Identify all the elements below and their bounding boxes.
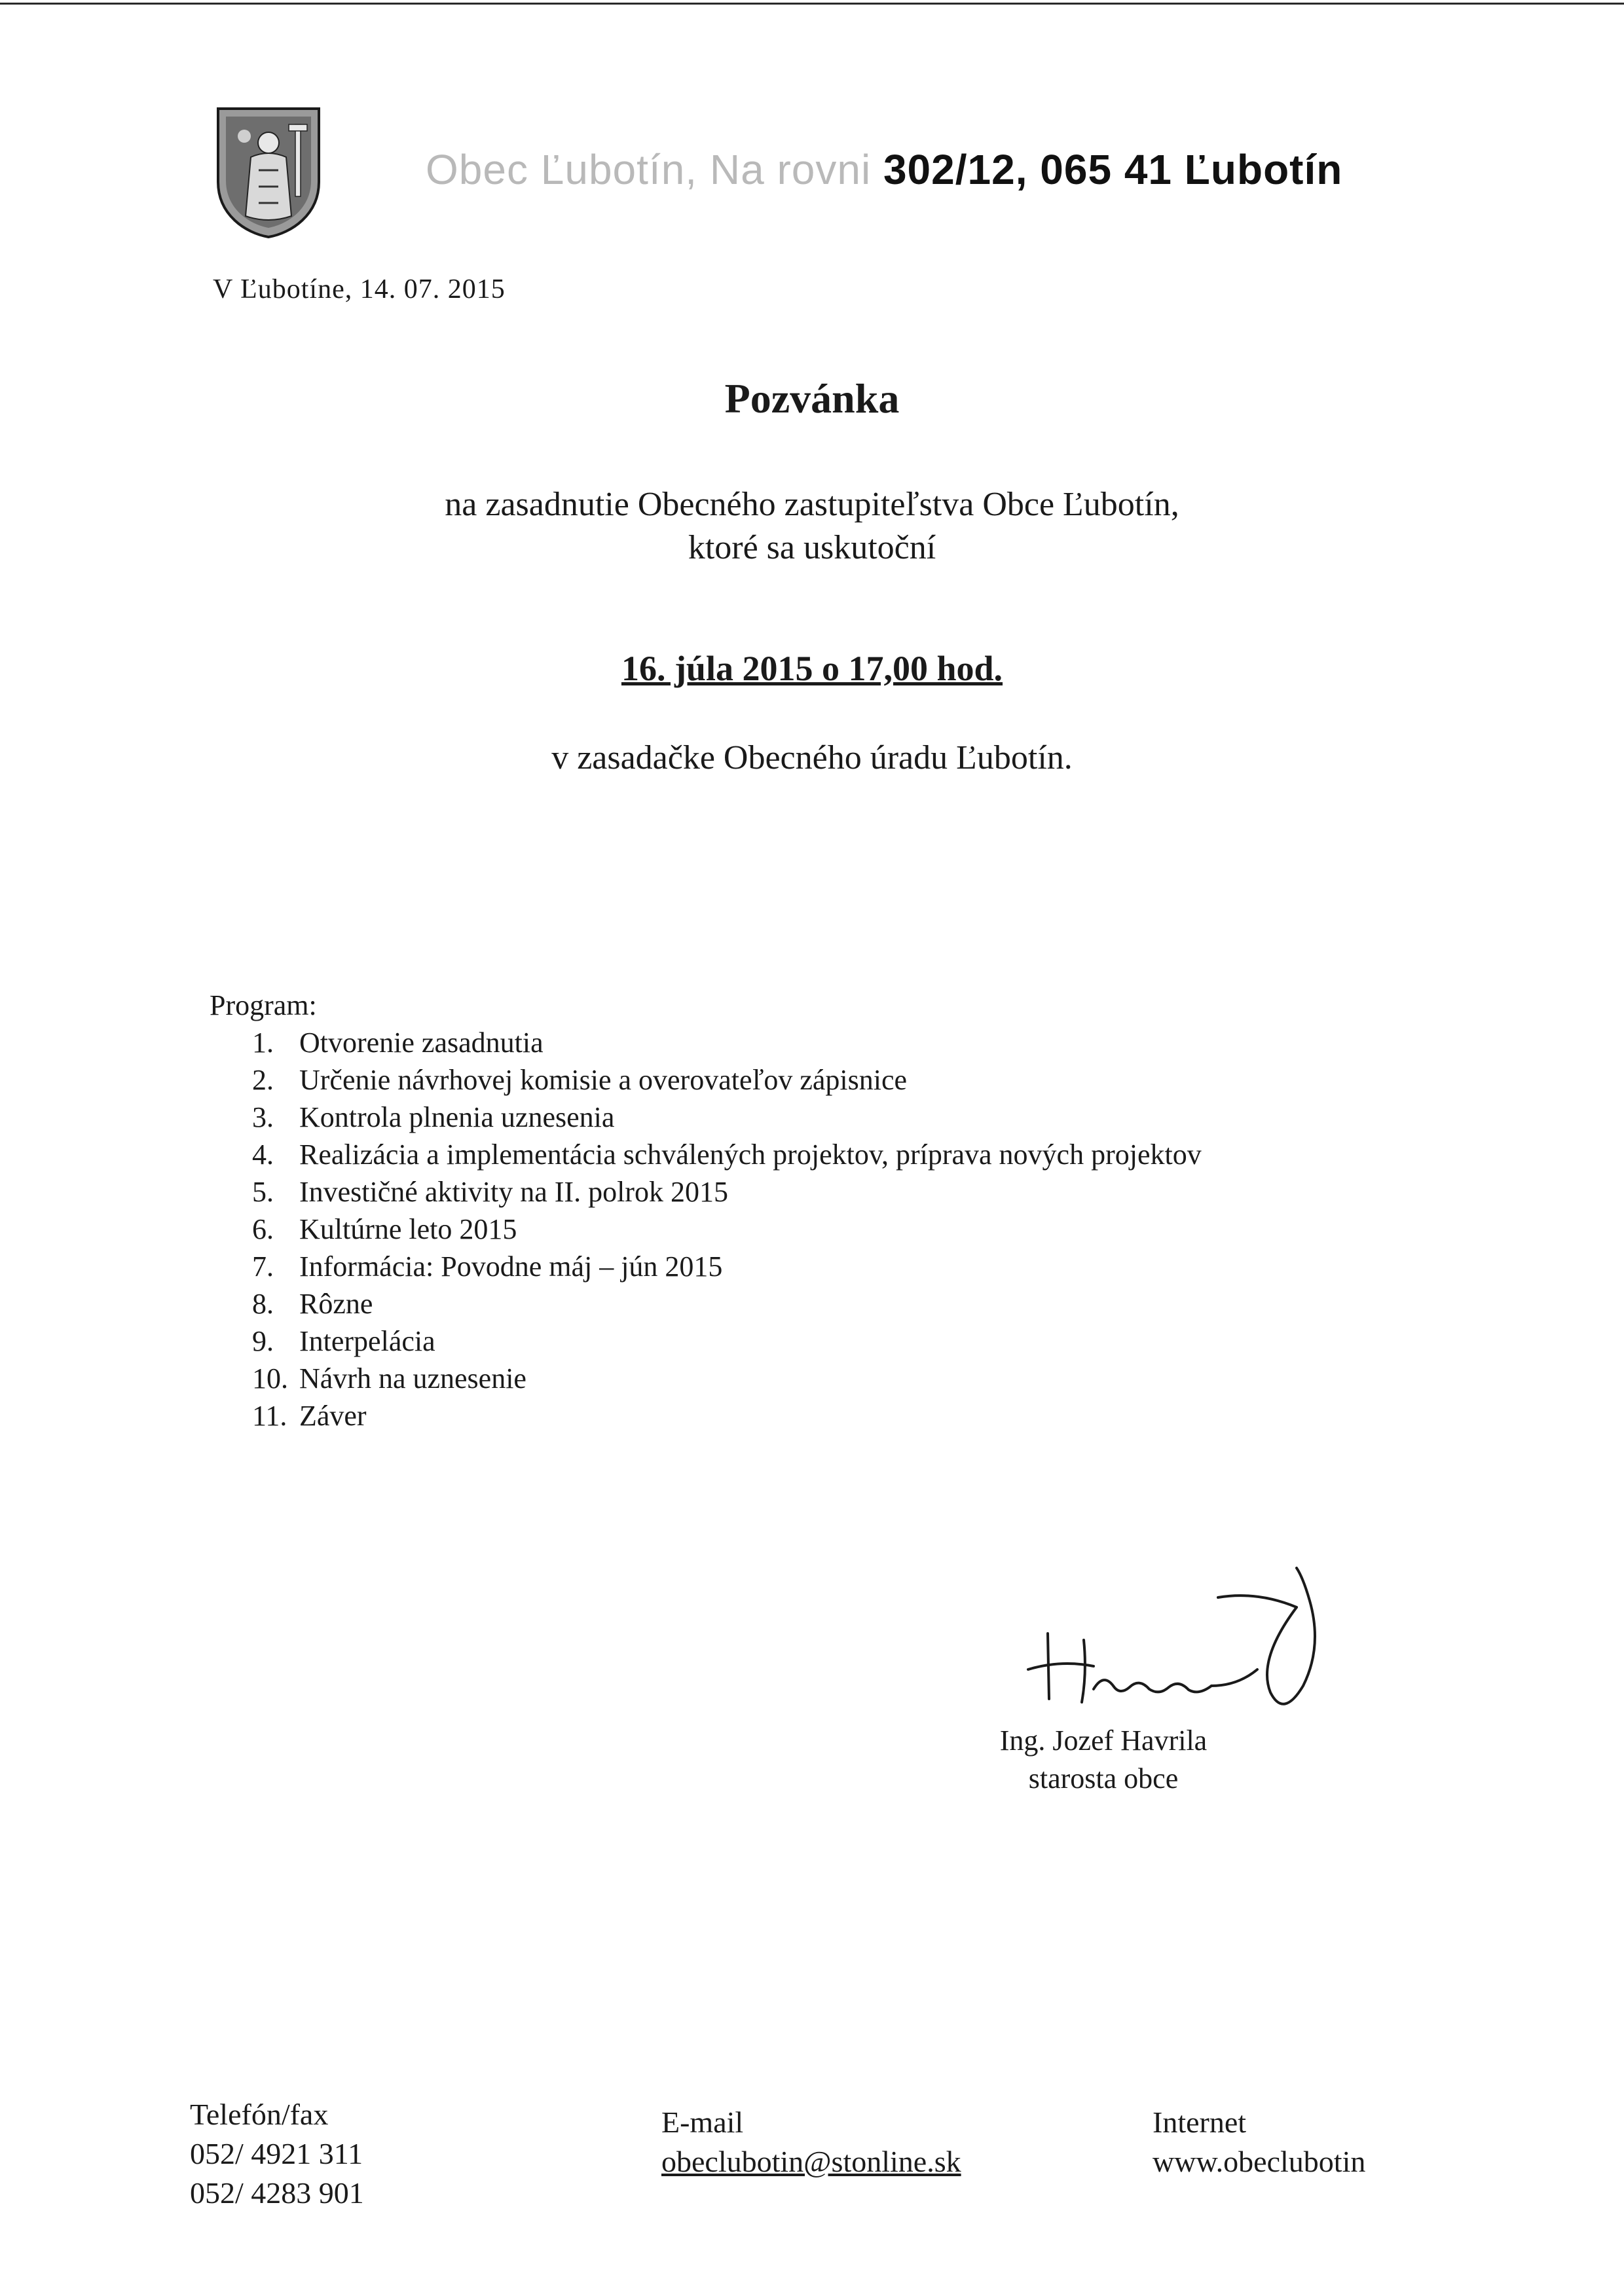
program-item-number: 2. bbox=[252, 1064, 274, 1096]
letterhead-faint-text: Obec Ľubotín, Na rovni bbox=[426, 146, 872, 193]
document-title: Pozvánka bbox=[724, 375, 900, 422]
program-item bbox=[252, 1138, 1202, 1175]
program-item-number: 1. bbox=[252, 1027, 274, 1059]
intro-text bbox=[0, 483, 1624, 570]
program-item-number: 9. bbox=[252, 1325, 274, 1357]
meeting-place: v zasadačke Obecného úradu Ľubotín. bbox=[551, 739, 1073, 776]
signer-name: Ing. Jozef Havrila bbox=[999, 1724, 1208, 1757]
program-item-text: Kontrola plnenia uznesenia bbox=[299, 1101, 615, 1133]
program-item-text: Otvorenie zasadnutia bbox=[299, 1027, 544, 1059]
coat-of-arms-icon bbox=[213, 105, 324, 239]
program-item-number: 8. bbox=[252, 1288, 274, 1320]
program-item-text: Kultúrne leto 2015 bbox=[299, 1213, 517, 1245]
web-label: Internet bbox=[1153, 2105, 1247, 2139]
letterhead-bold-text: 302/12, 065 41 Ľubotín bbox=[883, 146, 1343, 193]
meeting-datetime: 16. júla 2015 o 17,00 hod. bbox=[621, 649, 1003, 688]
footer-web bbox=[1153, 2103, 1365, 2181]
program-item-number: 3. bbox=[252, 1101, 274, 1133]
web-link[interactable]: www.obeclubotin bbox=[1153, 2145, 1366, 2178]
program-item bbox=[252, 1101, 1202, 1138]
program-item-number: 5. bbox=[252, 1176, 274, 1208]
program-item bbox=[252, 1063, 1202, 1101]
email-label: E-mail bbox=[661, 2105, 744, 2139]
program-item-number: 10. bbox=[252, 1362, 288, 1394]
program-item-text: Investičné aktivity na II. polrok 2015 bbox=[299, 1176, 728, 1208]
program-item-text: Informácia: Povodne máj – jún 2015 bbox=[299, 1250, 723, 1283]
intro-line-2: ktoré sa uskutoční bbox=[688, 529, 936, 566]
program-item bbox=[252, 1324, 1202, 1362]
program-item-number: 6. bbox=[252, 1213, 274, 1245]
program-item bbox=[252, 1212, 1202, 1250]
program-item-text: Interpelácia bbox=[299, 1325, 435, 1357]
program-item bbox=[252, 1250, 1202, 1287]
program-item bbox=[252, 1362, 1202, 1399]
place-and-date: V Ľubotíne, 14. 07. 2015 bbox=[213, 274, 506, 304]
program-item bbox=[252, 1026, 1202, 1063]
handwritten-signature bbox=[1022, 1561, 1329, 1725]
program-item bbox=[252, 1287, 1202, 1324]
program-item-text: Rôzne bbox=[299, 1288, 373, 1320]
program-label: Program: bbox=[210, 989, 317, 1021]
top-border-line bbox=[0, 3, 1624, 5]
program-item-number: 11. bbox=[252, 1400, 287, 1432]
footer-phone bbox=[190, 2095, 364, 2213]
program-item-text: Záver bbox=[299, 1400, 367, 1432]
phone-number-2: 052/ 4283 901 bbox=[190, 2176, 364, 2210]
program-item bbox=[252, 1175, 1202, 1212]
program-item-text: Návrh na uznesenie bbox=[299, 1362, 526, 1394]
program-item-number: 7. bbox=[252, 1250, 274, 1283]
phone-number-1: 052/ 4921 311 bbox=[190, 2137, 363, 2170]
intro-line-1: na zasadnutie Obecného zastupiteľstva Obce Ľubotín, bbox=[445, 486, 1179, 523]
email-link[interactable]: obeclubotin@stonline.sk bbox=[661, 2145, 961, 2178]
program-item bbox=[252, 1399, 1202, 1436]
signer-role: starosta obce bbox=[1028, 1762, 1179, 1795]
footer-email bbox=[661, 2103, 961, 2181]
program-item-text: Realizácia a implementácia schválených projektov, príprava nových projektov bbox=[299, 1139, 1202, 1171]
program-list bbox=[252, 1026, 1202, 1436]
program-item-text: Určenie návrhovej komisie a overovateľov zápisnice bbox=[299, 1064, 908, 1096]
signer-block bbox=[963, 1722, 1244, 1798]
program-item-number: 4. bbox=[252, 1139, 274, 1171]
letterhead-address bbox=[426, 145, 1342, 194]
phone-label: Telefón/fax bbox=[190, 2098, 329, 2131]
